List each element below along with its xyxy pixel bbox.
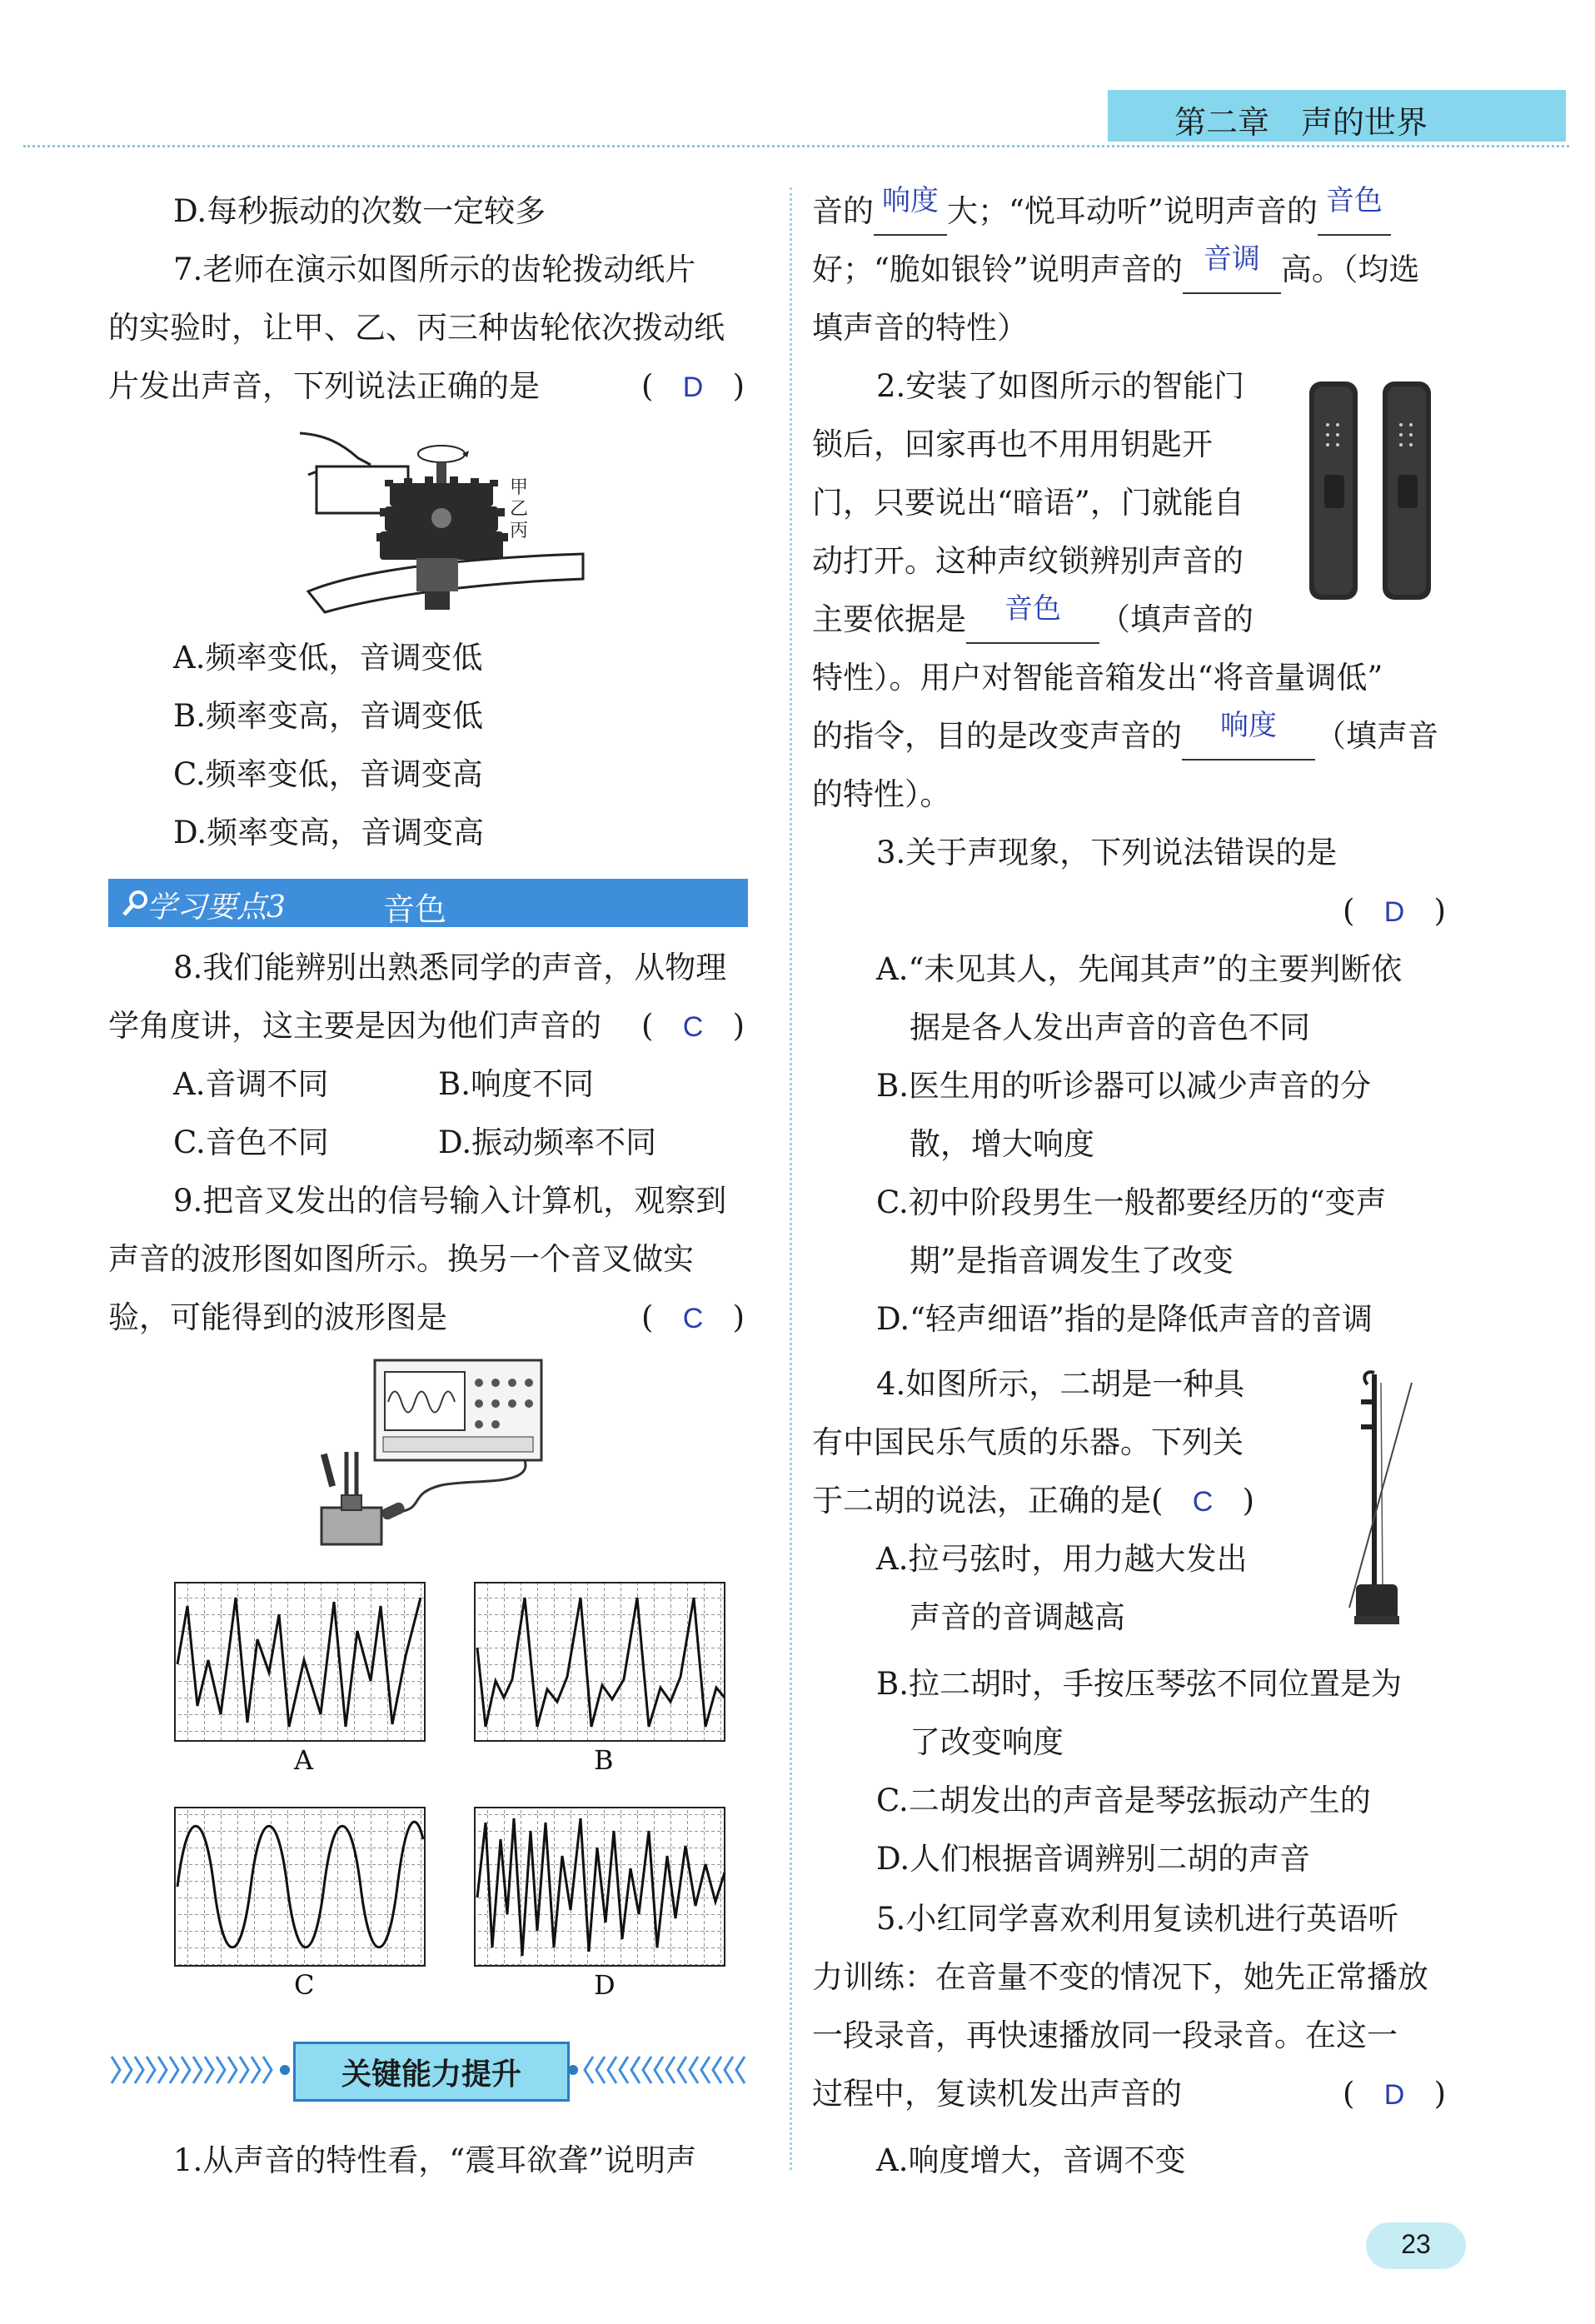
q7-answer: D	[682, 372, 704, 403]
q3-line1: 3.关于声现象，下列说法错误的是	[876, 835, 1338, 870]
q2-line4: 动打开。这种声纹锁辨别声音的	[812, 543, 1244, 579]
q3-option-d: D.“轻声细语”指的是降低声音的音调	[876, 1301, 1373, 1337]
q4-line3: 于二胡的说法，正确的是( C )	[812, 1483, 1254, 1519]
q7-answer-paren: ( D )	[641, 368, 745, 404]
q2-line2: 锁后，回家再也不用用钥匙开	[812, 426, 1213, 462]
q7-line3: 片发出声音，下列说法正确的是	[108, 368, 540, 404]
q5-line4: 过程中，复读机发出声音的	[812, 2076, 1182, 2112]
oscilloscope-figure	[308, 1354, 558, 1553]
q8-line1: 8.我们能辨别出熟悉同学的声音，从物理	[173, 950, 727, 985]
waveform-b	[475, 1583, 725, 1776]
gear-label-bing: 丙	[510, 521, 529, 541]
banner-right-decoration	[565, 2053, 748, 2087]
waveform-c	[175, 1808, 425, 2001]
q2-line1: 2.安装了如图所示的智能门	[876, 368, 1245, 404]
waveform-label-c: C	[294, 1969, 315, 2001]
k1-line2: 音的 响度 大；“悦耳动听”说明声音的 音色	[812, 190, 1391, 236]
chapter-title: 第二章 声的世界	[1174, 104, 1428, 141]
q3-option-a1: A.“未见其人，先闻其声”的主要判断依	[876, 951, 1403, 987]
q4-line2: 有中国民乐气质的乐器。下列关	[812, 1424, 1244, 1460]
q4-option-d: D.人们根据音调辨别二胡的声音	[876, 1841, 1311, 1877]
q8-answer-paren: ( C )	[641, 1008, 745, 1044]
q4-option-c: C.二胡发出的声音是琴弦振动产生的	[876, 1783, 1371, 1818]
banner-left-decoration	[108, 2053, 293, 2087]
page-number-badge	[1366, 2222, 1466, 2269]
q3-option-a2: 据是各人发出声音的音色不同	[910, 1010, 1310, 1045]
q2-line6: 特性）。用户对智能音箱发出“将音量调低”	[812, 660, 1383, 696]
q3-option-c1: C.初中阶段男生一般都要经历的“变声	[876, 1184, 1387, 1220]
q2-line3: 门，只要说出“暗语”，门就能自	[812, 485, 1244, 521]
q9-answer: C	[682, 1303, 704, 1334]
banner-title: 关键能力提升	[341, 2057, 521, 2092]
q3-answer-paren: ( D )	[1343, 893, 1446, 929]
q2-line8: 的特性）。	[812, 776, 951, 812]
k1-line1: 1.从声音的特性看，“震耳欲聋”说明声	[173, 2142, 697, 2178]
q8-option-c: C.音色不同	[173, 1125, 329, 1160]
q3-option-b2: 散，增大响度	[910, 1126, 1094, 1162]
q4-option-b1: B.拉二胡时，手按压琴弦不同位置是为	[876, 1666, 1402, 1702]
q7-option-a: A.频率变低，音调变低	[173, 640, 483, 676]
q6-option-d: D.每秒振动的次数一定较多	[173, 193, 546, 229]
q5-line3: 一段录音，再快速播放同一段录音。在这一	[812, 2017, 1398, 2053]
q8-option-d: D.振动频率不同	[438, 1125, 657, 1160]
q3-option-b1: B.医生用的听诊器可以减少声音的分	[876, 1068, 1371, 1104]
q7-line1: 7.老师在演示如图所示的齿轮拨动纸片	[173, 252, 696, 287]
q5-line2: 力训练：在音量不变的情况下，她先正常播放	[812, 1959, 1428, 1995]
q9-line2: 声音的波形图如图所示。换另一个音叉做实	[108, 1241, 694, 1277]
waveform-label-b: B	[594, 1744, 614, 1776]
q7-option-b: B.频率变高，音调变低	[173, 698, 483, 734]
erhu-figure	[1333, 1366, 1424, 1633]
k1-line3: 好；“脆如银铃”说明声音的 音调 高。（均选	[812, 248, 1419, 294]
column-divider	[790, 187, 792, 2170]
q5-answer: D	[1383, 2079, 1405, 2111]
k1-answer1: 响度	[882, 185, 939, 217]
q7-option-d: D.频率变高，音调变高	[173, 815, 485, 850]
smart-lock-figure	[1299, 375, 1449, 608]
header-divider	[23, 145, 1569, 147]
q2-answer2: 响度	[1220, 710, 1277, 741]
q8-line2: 学角度讲，这主要是因为他们声音的	[108, 1008, 601, 1044]
k1-answer3: 音调	[1203, 243, 1260, 275]
section-title: 音色	[383, 891, 447, 928]
q4-answer: C	[1192, 1486, 1214, 1518]
q5-option-a: A.响度增大，音调不变	[876, 2142, 1186, 2178]
q5-line1: 5.小红同学喜欢利用复读机进行英语听	[876, 1901, 1399, 1937]
q3-answer: D	[1383, 896, 1405, 928]
gear-label-yi: 乙	[510, 499, 529, 520]
q2-line7: 的指令，目的是改变声音的 响度 （填声音	[812, 715, 1438, 761]
waveform-label-d: D	[594, 1969, 616, 2001]
magnifier-icon	[122, 889, 150, 917]
waveform-label-a: A	[294, 1744, 314, 1776]
q4-option-a1: A.拉弓弦时，用力越大发出	[876, 1541, 1248, 1577]
q4-line1: 4.如图所示，二胡是一种具	[876, 1366, 1245, 1402]
q2-line5: 主要依据是 音色 （填声音的	[812, 598, 1254, 644]
section-number: 学习要点3	[147, 890, 286, 925]
key-ability-banner	[108, 2037, 748, 2103]
q4-option-b2: 了改变响度	[910, 1724, 1064, 1760]
waveform-figures	[171, 1581, 745, 2022]
k1-answer2: 音色	[1325, 185, 1383, 217]
q9-line1: 9.把音叉发出的信号输入计算机，观察到	[173, 1183, 727, 1219]
gear-label-jia: 甲	[510, 477, 529, 498]
q2-answer1: 音色	[1004, 593, 1061, 625]
gear-figure	[292, 425, 591, 621]
q7-line2: 的实验时，让甲、乙、丙三种齿轮依次拨动纸	[108, 310, 725, 346]
q9-answer-paren: ( C )	[641, 1299, 745, 1335]
page-number: 23	[1401, 2229, 1431, 2259]
q9-line3: 验，可能得到的波形图是	[108, 1299, 447, 1335]
q5-answer-paren: ( D )	[1343, 2076, 1446, 2112]
k1-line4: 填声音的特性）	[812, 310, 1028, 346]
q4-option-a2: 声音的音调越高	[910, 1599, 1125, 1635]
q8-option-a: A.音调不同	[173, 1066, 329, 1102]
section-header	[108, 879, 748, 927]
waveform-a	[175, 1583, 425, 1776]
banner-box	[293, 2042, 570, 2102]
q8-answer: C	[682, 1011, 704, 1043]
q3-option-c2: 期”是指音调发生了改变	[910, 1243, 1234, 1279]
q8-option-b: B.响度不同	[438, 1066, 594, 1102]
waveform-d	[475, 1808, 725, 2001]
chapter-header	[1108, 90, 1566, 142]
q7-option-c: C.频率变低，音调变高	[173, 756, 483, 792]
